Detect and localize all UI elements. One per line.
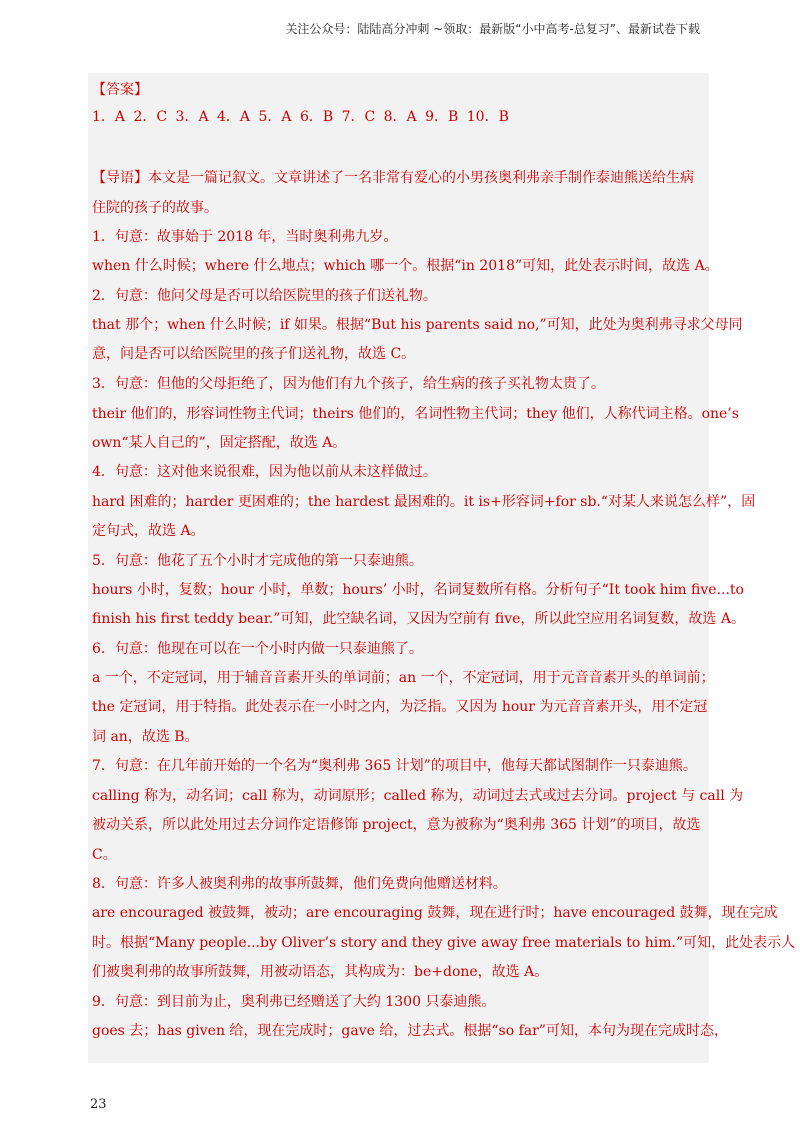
answers-line: 1．A 2．C 3．A 4．A 5．A 6．B 7．C 8．A 9．B 10．B [92, 109, 509, 125]
page-header: 关注公众号：陆陆高分冲刺 ~领取：最新版“小中高考-总复习”、最新试卷下载 [285, 22, 700, 36]
explanation-line: 5．句意：他花了五个小时才完成他的第一只泰迪熊。 [92, 553, 423, 569]
explanation-line: finish his first teddy bear.”可知，此空缺名词，又因为空前有 five，所以此空应用名词复数，故选 A。 [92, 611, 745, 627]
explanation-line: 1．句意：故事始于 2018 年，当时奥利弗九岁。 [92, 229, 398, 245]
explanation-line: own“某人自己的”，固定搭配，故选 A。 [92, 435, 347, 451]
explanation-line: 定句式，故选 A。 [92, 523, 205, 539]
explanation-line: 们被奥利弗的故事所鼓舞，用被动语态，其构成为：be+done，故选 A。 [92, 964, 549, 980]
explanation-line: that 那个；when 什么时候；if 如果。根据“But his parents said no,”可知，此处为奥利弗寻求父母同 [92, 317, 743, 333]
page-number: 23 [90, 1097, 107, 1112]
explanation-line: calling 称为，动名词；call 称为，动词原形；called 称为，动词过去式或过去分词。project 与 call 为 [92, 788, 744, 804]
explanation-line: 2．句意：他问父母是否可以给医院里的孩子们送礼物。 [92, 288, 437, 304]
explanation-line: 3．句意：但他的父母拒绝了，因为他们有九个孩子，给生病的孩子买礼物太贵了。 [92, 376, 605, 392]
explanation-line: are encouraged 被鼓舞，被动；are encouraging 鼓舞，现在进行时；have encouraged 鼓舞，现在完成 [92, 905, 778, 921]
answer-heading: 【答案】 [92, 82, 148, 98]
explanation-line: 时。根据“Many people...by Oliver’s story and they give away free materials to him.”可知，此处表示人 [92, 935, 796, 951]
explanation-line: hours 小时，复数；hour 小时，单数；hours’ 小时，名词复数所有格。分析句子“It took him five...to [92, 582, 744, 598]
explanation-line: their 他们的，形容词性物主代词；theirs 他们的，名词性物主代词；they 他们，人称代词主格。one’s [92, 406, 739, 422]
explanation-line: 【导语】本文是一篇记叙文。文章讲述了一名非常有爱心的小男孩奥利弗亲手制作泰迪熊送给生病 [92, 170, 694, 186]
explanation-line: 词 an，故选 B。 [92, 729, 199, 745]
explanation-line: hard 困难的；harder 更困难的；the hardest 最困难的。it is+形容词+for sb.“对某人来说怎么样”，固 [92, 494, 756, 510]
explanation-line: goes 去；has given 给，现在完成时；gave 给，过去式。根据“so far”可知，本句为现在完成时态， [92, 1023, 728, 1039]
explanation-line: a 一个，不定冠词，用于辅音音素开头的单词前；an 一个，不定冠词，用于元音音素开头的单词前； [92, 670, 715, 686]
explanation-line: 被动关系，所以此处用过去分词作定语修饰 project，意为被称为“奥利弗 365 计划”的项目，故选 [92, 817, 701, 833]
explanation-line: the 定冠词，用于特指。此处表示在一小时之内，为泛指。又因为 hour 为元音音素开头，用不定冠 [92, 699, 708, 715]
explanation-line: 4．句意：这对他来说很难，因为他以前从未这样做过。 [92, 464, 437, 480]
explanation-line: when 什么时候；where 什么地点；which 哪一个。根据“in 2018”可知，此处表示时间，故选 A。 [92, 258, 719, 274]
explanation-line: 7．句意：在几年前开始的一个名为“奥利弗 365 计划”的项目中，他每天都试图制作一只泰迪熊。 [92, 758, 697, 774]
explanation-line: C。 [92, 847, 117, 863]
explanation-line: 住院的孩子的故事。 [92, 200, 218, 216]
explanation-line: 意，问是否可以给医院里的孩子们送礼物，故选 C。 [92, 346, 416, 362]
explanation-line: 9．句意：到目前为止，奥利弗已经赠送了大约 1300 只泰迪熊。 [92, 994, 496, 1010]
explanation-line: 8．句意：许多人被奥利弗的故事所鼓舞，他们免费向他赠送材料。 [92, 876, 507, 892]
explanation-line: 6．句意：他现在可以在一个小时内做一只泰迪熊了。 [92, 641, 423, 657]
